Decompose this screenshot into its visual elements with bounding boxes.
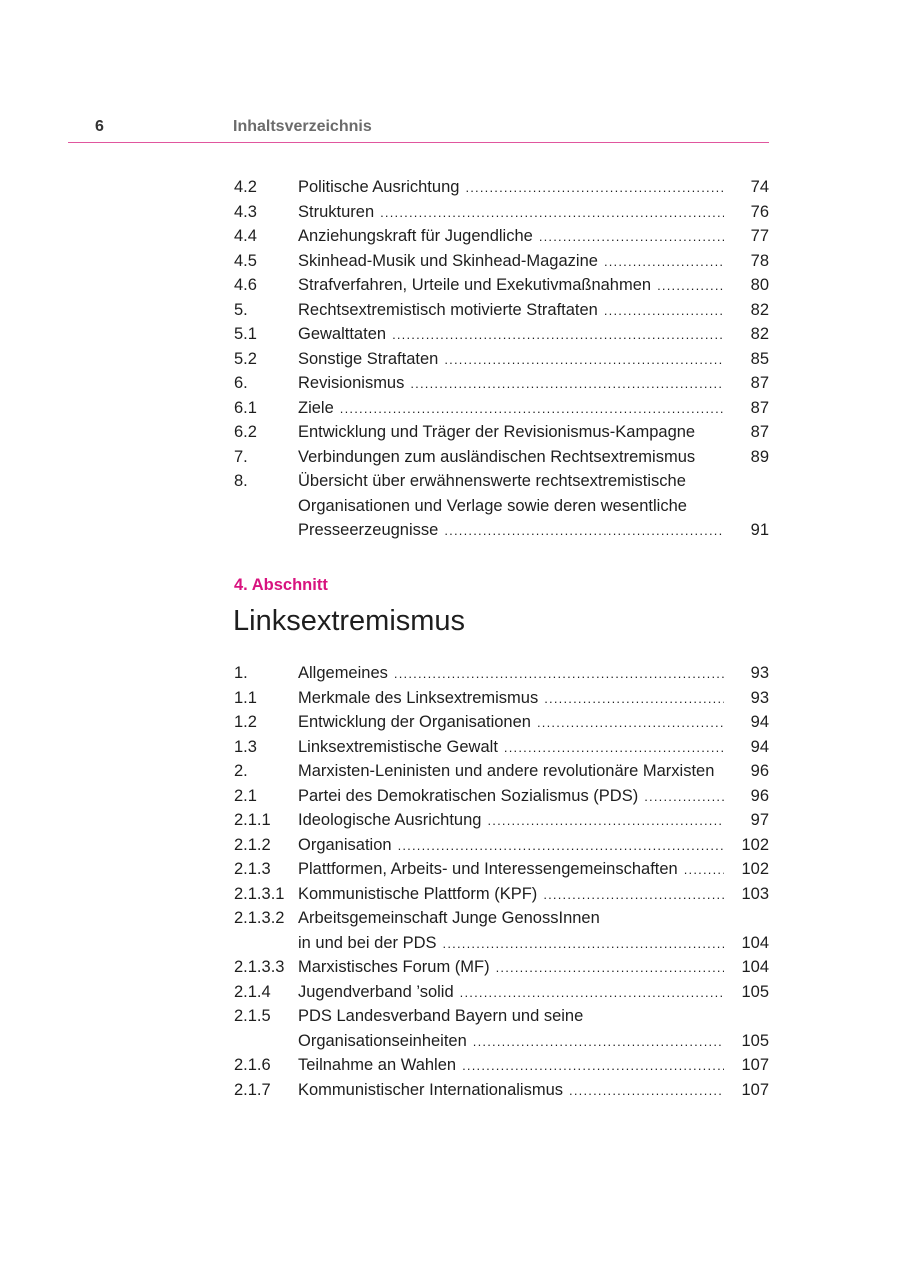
toc-entry-title-text: Organisationseinheiten <box>298 1031 467 1050</box>
toc-entry-title-text: Plattformen, Arbeits- und Interessengemeinschaften <box>298 860 678 878</box>
toc-dot-leader <box>465 176 724 201</box>
toc-entry-number: 7. <box>234 447 248 466</box>
toc-entry-title-text: Skinhead-Musik und Skinhead-Magazine <box>298 251 598 270</box>
toc-dot-leader <box>684 858 724 883</box>
toc-entry <box>234 808 769 833</box>
toc-entry <box>234 833 769 858</box>
toc-dot-leader <box>604 299 724 324</box>
toc-entry-page: 74 <box>750 178 769 196</box>
toc-entry-title <box>298 518 724 544</box>
toc-entry-title-text: Übersicht über erwähnenswerte rechtsextremistische <box>298 472 686 490</box>
toc-entry-page: 107 <box>741 1080 769 1099</box>
toc-entry-number: 4.5 <box>234 251 257 270</box>
toc-entry-page: 94 <box>750 737 769 756</box>
toc-entry <box>234 200 769 225</box>
toc-list-part2 <box>234 661 769 1102</box>
toc-entry-title <box>298 200 724 226</box>
running-title: Inhaltsverzeichnis <box>233 118 372 135</box>
toc-entry-number: 4.6 <box>234 276 257 294</box>
toc-entry-number: 5.1 <box>234 325 257 343</box>
toc-dot-leader <box>394 662 724 687</box>
toc-entry-title-text: Verbindungen zum ausländischen Rechtsextremismus <box>298 447 696 466</box>
toc-entry <box>234 906 769 931</box>
toc-entry-number: 2.1.6 <box>234 1056 271 1074</box>
toc-entry-title <box>298 1053 724 1079</box>
toc-entry-page: 102 <box>741 860 769 878</box>
toc-entry <box>234 518 769 543</box>
toc-entry-number: 1.1 <box>234 688 257 707</box>
toc-entry-title-text: Sonstige Straftaten <box>298 349 439 368</box>
toc-entry-page: 76 <box>750 202 769 221</box>
toc-entry-number: 6. <box>234 374 248 392</box>
toc-entry-page: 77 <box>750 227 769 245</box>
toc-entry-title-text: Arbeitsgemeinschaft Junge GenossInnen <box>298 909 600 927</box>
toc-entry-page: 82 <box>750 300 769 319</box>
toc-entry <box>234 1078 769 1103</box>
toc-entry-page: 82 <box>750 325 769 343</box>
toc-dot-leader <box>443 932 724 957</box>
toc-entry-title <box>298 224 724 250</box>
toc-entry-title <box>298 882 724 908</box>
toc-entry-title-text: Kommunistischer Internationalismus <box>298 1080 564 1099</box>
toc-entry-title <box>298 420 769 445</box>
toc-dot-leader <box>537 711 724 736</box>
toc-dot-leader <box>657 274 724 299</box>
toc-entry <box>234 1004 769 1029</box>
toc-dot-leader <box>504 736 724 761</box>
toc-entry-page: 102 <box>741 835 769 854</box>
toc-entry-title-text: Teilnahme an Wahlen <box>298 1056 457 1074</box>
toc-entry <box>234 686 769 711</box>
toc-entry <box>234 469 769 494</box>
toc-entry-title <box>298 931 724 957</box>
toc-entry <box>234 784 769 809</box>
section-label: 4. Abschnitt <box>234 576 328 594</box>
toc-entry-title <box>298 445 769 470</box>
toc-entry-title-text: in und bei der PDS <box>298 933 437 952</box>
toc-entry-page: 105 <box>741 1031 769 1050</box>
toc-dot-leader <box>487 809 724 834</box>
toc-entry-page: 87 <box>750 398 769 417</box>
toc-entry-title-text: Politische Ausrichtung <box>298 178 460 196</box>
toc-entry <box>234 347 769 372</box>
toc-entry-page: 105 <box>741 982 769 1001</box>
toc-entry-title <box>298 710 724 736</box>
toc-entry-title <box>298 906 769 931</box>
toc-entry <box>234 224 769 249</box>
toc-entry <box>234 322 769 347</box>
toc-entry-number: 6.2 <box>234 423 257 441</box>
toc-entry-page: 93 <box>750 688 769 707</box>
toc-entry-number: 2.1.7 <box>234 1080 271 1099</box>
toc-entry-page: 85 <box>750 349 769 368</box>
toc-entry-title-text: Marxisten-Leninisten und andere revolutionäre Marxisten <box>298 762 715 780</box>
toc-entry-page: 87 <box>750 423 769 441</box>
toc-dot-leader <box>340 397 724 422</box>
toc-entry-title-text: Gewalttaten <box>298 325 387 343</box>
toc-dot-leader <box>462 1054 724 1079</box>
toc-entry-page: 103 <box>741 884 769 903</box>
toc-entry-title-text: Ziele <box>298 398 334 417</box>
toc-entry-title <box>298 273 724 299</box>
toc-entry-number: 2.1.4 <box>234 982 271 1001</box>
toc-entry-page: 94 <box>750 713 769 731</box>
toc-entry-title-text: Strafverfahren, Urteile und Exekutivmaßnahmen <box>298 276 652 294</box>
toc-entry-page: 91 <box>750 521 769 539</box>
toc-entry-page: 104 <box>741 933 769 952</box>
toc-dot-leader <box>644 785 724 810</box>
toc-entry-title <box>298 1029 724 1055</box>
toc-entry <box>234 759 769 784</box>
toc-entry <box>234 371 769 396</box>
toc-dot-leader <box>444 348 724 373</box>
toc-entry <box>234 955 769 980</box>
toc-entry-title <box>298 784 724 810</box>
toc-list-part1 <box>234 175 769 543</box>
toc-entry-page: 107 <box>741 1056 769 1074</box>
toc-entry-title <box>298 396 724 422</box>
toc-entry-title-text: Kommunistische Plattform (KPF) <box>298 884 538 903</box>
toc-entry-title <box>298 494 769 519</box>
toc-dot-leader <box>543 883 724 908</box>
toc-entry <box>234 175 769 200</box>
toc-dot-leader <box>444 519 724 544</box>
toc-entry-title <box>298 249 724 275</box>
toc-entry-number: 4.3 <box>234 202 257 221</box>
toc-entry-title-text: Marxistisches Forum (MF) <box>298 958 490 976</box>
toc-entry-title <box>298 371 724 397</box>
toc-entry-number: 5.2 <box>234 349 257 368</box>
toc-entry-title <box>298 955 724 981</box>
toc-entry-number: 8. <box>234 472 248 490</box>
toc-entry-number: 4.2 <box>234 178 257 196</box>
toc-dot-leader <box>544 687 724 712</box>
toc-entry-title <box>298 298 724 324</box>
toc-dot-leader <box>410 372 724 397</box>
toc-dot-leader <box>473 1030 724 1055</box>
toc-entry-title-text: Organisationen und Verlage sowie deren wesentliche <box>298 496 687 515</box>
toc-dot-leader <box>392 323 724 348</box>
toc-entry-title-text: Presseerzeugnisse <box>298 521 439 539</box>
toc-entry-number: 2.1.1 <box>234 811 271 829</box>
toc-entry <box>234 710 769 735</box>
toc-dot-leader <box>604 250 724 275</box>
toc-entry-number: 5. <box>234 300 248 319</box>
toc-entry <box>234 735 769 760</box>
toc-entry <box>234 931 769 956</box>
toc-entry <box>234 396 769 421</box>
toc-entry-title-text: Jugendverband ’solid <box>298 982 454 1001</box>
toc-entry <box>234 298 769 323</box>
toc-entry-title-text: Partei des Demokratischen Sozialismus (PDS) <box>298 786 639 805</box>
toc-entry-page: 87 <box>750 374 769 392</box>
toc-dot-leader <box>569 1079 724 1104</box>
toc-entry-title <box>298 686 724 712</box>
toc-entry-number: 2.1.5 <box>234 1007 271 1025</box>
page-header <box>68 116 769 143</box>
toc-entry-title-text: Anziehungskraft für Jugendliche <box>298 227 533 245</box>
toc-entry-title <box>298 759 769 784</box>
toc-entry-title-text: Allgemeines <box>298 664 388 682</box>
toc-entry <box>234 1029 769 1054</box>
toc-dot-leader <box>380 201 724 226</box>
toc-entry-page: 97 <box>750 811 769 829</box>
toc-entry-page: 78 <box>750 251 769 270</box>
toc-entry <box>234 1053 769 1078</box>
toc-entry-title <box>298 808 724 834</box>
toc-entry-page: 104 <box>741 958 769 976</box>
toc-entry <box>234 661 769 686</box>
toc-entry-page: 89 <box>750 447 769 466</box>
toc-entry-number: 1.2 <box>234 713 257 731</box>
toc-entry <box>234 857 769 882</box>
toc-entry-title-text: Entwicklung und Träger der Revisionismus-Kampagne <box>298 423 696 441</box>
toc-entry-title <box>298 175 724 201</box>
toc-entry-number: 2. <box>234 762 248 780</box>
toc-entry <box>234 249 769 274</box>
toc-entry <box>234 494 769 519</box>
section-title: Linksextremismus <box>233 605 466 637</box>
toc-entry-title <box>298 980 724 1006</box>
toc-entry-number: 2.1.2 <box>234 835 271 854</box>
toc-dot-leader <box>496 956 724 981</box>
toc-entry-title-text: Organisation <box>298 835 392 854</box>
toc-entry-title <box>298 1004 769 1029</box>
toc-entry-title-text: PDS Landesverband Bayern und seine <box>298 1007 584 1025</box>
toc-entry-page: 93 <box>750 664 769 682</box>
toc-entry-number: 2.1.3 <box>234 860 271 878</box>
toc-entry-title-text: Revisionismus <box>298 374 405 392</box>
toc-entry-number: 2.1.3.3 <box>234 958 285 976</box>
toc-entry-title <box>298 347 724 373</box>
toc-entry-title-text: Strukturen <box>298 202 375 221</box>
toc-entry-title <box>298 1078 724 1104</box>
toc-entry <box>234 882 769 907</box>
page-number: 6 <box>95 118 104 135</box>
toc-entry-title <box>298 322 724 348</box>
toc-entry <box>234 445 769 470</box>
toc-entry-title-text: Rechtsextremistisch motivierte Straftaten <box>298 300 598 319</box>
toc-entry-number: 2.1 <box>234 786 257 805</box>
toc-entry-title-text: Ideologische Ausrichtung <box>298 811 482 829</box>
toc-entry-number: 1. <box>234 664 248 682</box>
toc-entry-number: 4.4 <box>234 227 257 245</box>
toc-entry-title-text: Linksextremistische Gewalt <box>298 737 498 756</box>
toc-entry-title <box>298 857 724 883</box>
toc-entry-page: 96 <box>750 786 769 805</box>
toc-dot-leader <box>539 225 724 250</box>
toc-entry-page: 96 <box>750 762 769 780</box>
toc-entry <box>234 273 769 298</box>
toc-entry-number: 2.1.3.2 <box>234 909 285 927</box>
toc-entry-title-text: Entwicklung der Organisationen <box>298 713 531 731</box>
toc-entry-title-text: Merkmale des Linksextremismus <box>298 688 539 707</box>
toc-entry-number: 6.1 <box>234 398 257 417</box>
toc-entry <box>234 980 769 1005</box>
toc-entry-title <box>298 735 724 761</box>
toc-entry-title <box>298 833 724 859</box>
toc-entry <box>234 420 769 445</box>
toc-entry-number: 1.3 <box>234 737 257 756</box>
toc-dot-leader <box>460 981 724 1006</box>
toc-dot-leader <box>398 834 724 859</box>
toc-entry-title <box>298 469 769 494</box>
toc-entry-number: 2.1.3.1 <box>234 884 285 903</box>
toc-entry-title <box>298 661 724 687</box>
toc-entry-page: 80 <box>750 276 769 294</box>
